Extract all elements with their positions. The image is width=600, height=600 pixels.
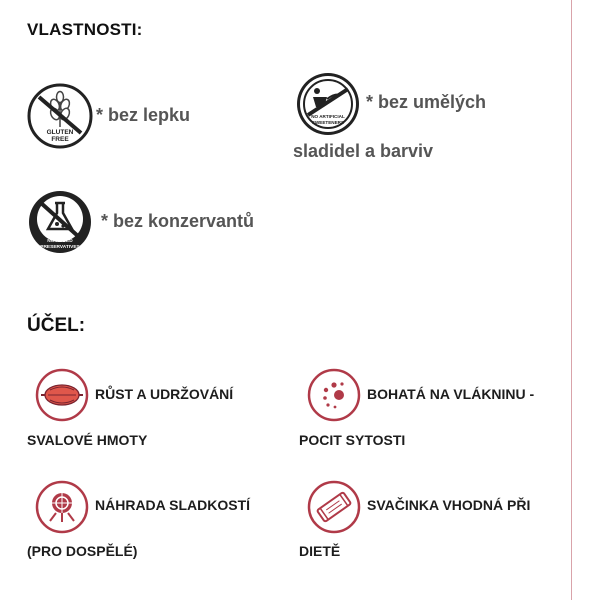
badge-line1: NO ADDED [47, 239, 73, 244]
muscle-icon [34, 367, 90, 423]
badge-line2: PRESERVATIVES [40, 245, 80, 250]
badge-line1: GLUTEN [46, 129, 74, 136]
feature-text-gluten: * bez lepku [96, 105, 191, 125]
snack-bar-icon [306, 479, 362, 535]
right-divider [571, 0, 572, 600]
purpose-line1: SVAČINKA VHODNÁ PŘI [367, 497, 531, 513]
properties-heading: VLASTNOSTI: [27, 20, 143, 39]
purpose-heading: ÚČEL: [27, 315, 86, 336]
gluten-free-icon [27, 83, 93, 149]
badge-line2: FREE [51, 136, 69, 143]
purpose-line2: DIETĚ [299, 543, 341, 559]
badge-line1: NO ARTIFICIAL [311, 114, 345, 119]
candy-icon [34, 479, 90, 535]
fiber-dots-icon [306, 367, 362, 423]
no-artificial-sweeteners-icon [295, 71, 361, 137]
purpose-line1: BOHATÁ NA VLÁKNINU - [367, 386, 535, 402]
purpose-line2: POCIT SYTOSTI [299, 432, 406, 448]
purpose-line2: (PRO DOSPĚLÉ) [27, 543, 138, 559]
badge-line2: SWEETENERS [311, 120, 345, 125]
feature-text-preservatives: * bez konzervantů [101, 211, 255, 231]
purpose-line1: NÁHRADA SLADKOSTÍ [95, 497, 251, 513]
purpose-line1: RŮST A UDRŽOVÁNÍ [95, 386, 234, 402]
no-added-preservatives-icon [27, 189, 93, 255]
feature-text-sweeteners-line1: * bez umělých [366, 92, 487, 112]
feature-text-sweeteners-line2: sladidel a barviv [293, 141, 434, 161]
purpose-line2: SVALOVÉ HMOTY [27, 432, 148, 448]
